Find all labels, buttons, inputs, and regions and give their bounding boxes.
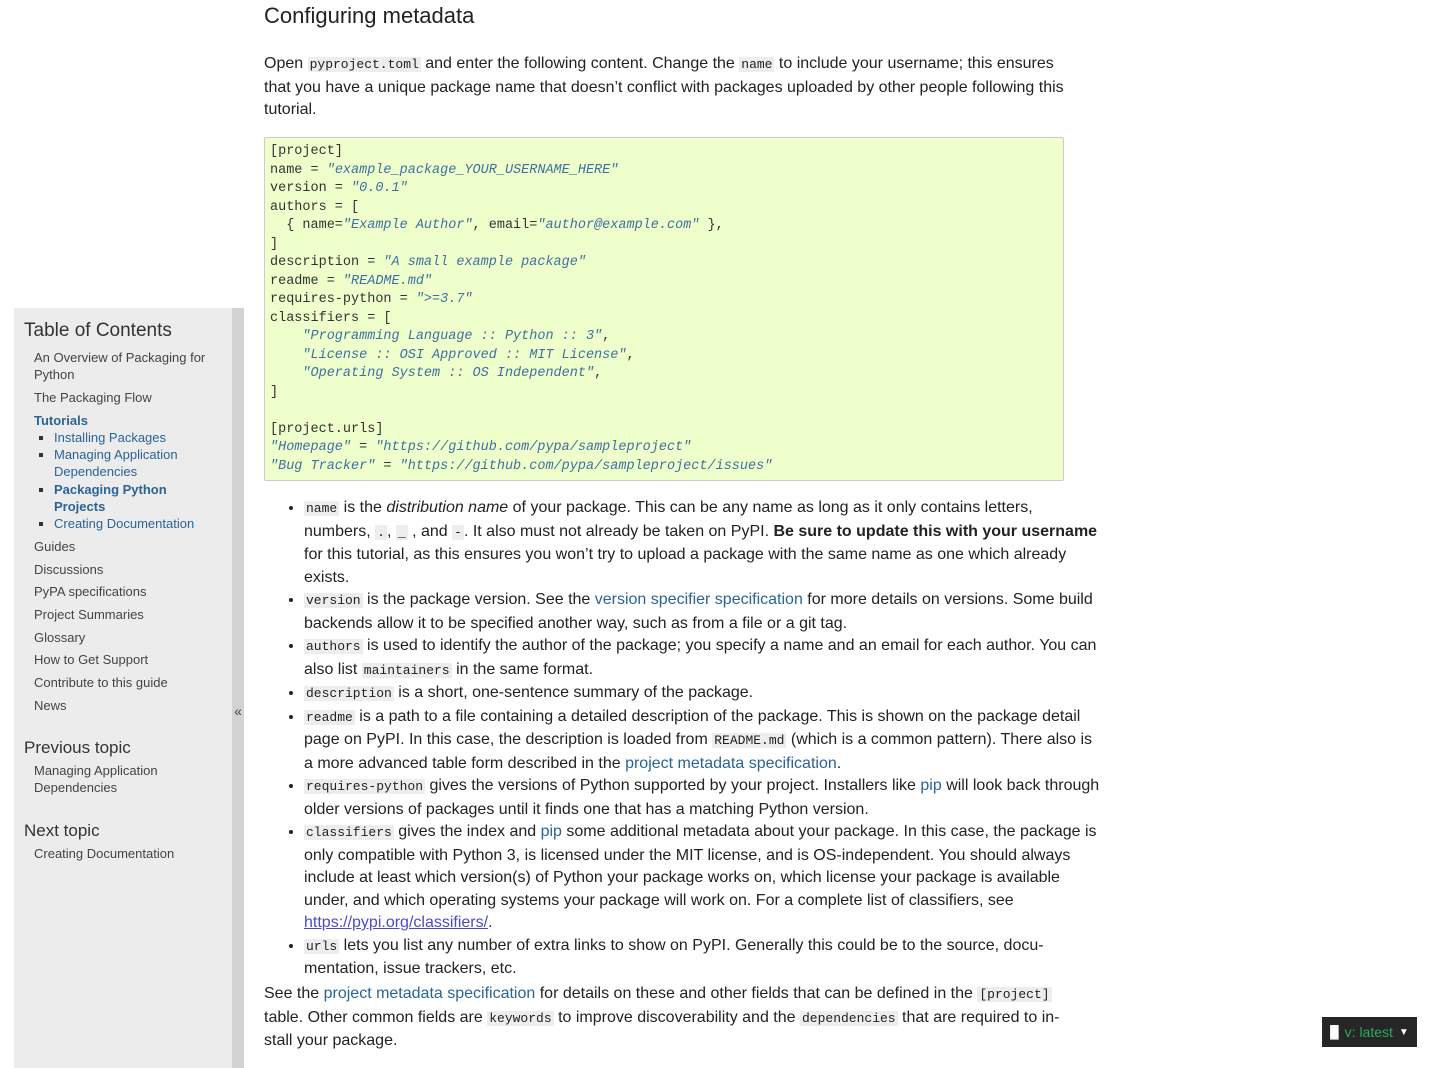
toc-installing-packages-link[interactable]: Installing Packages bbox=[54, 429, 214, 446]
code-line: description = "A small example package" bbox=[270, 255, 586, 270]
toc-specifications-link[interactable]: PyPA specifications bbox=[34, 584, 147, 599]
code-line: { name="Example Author", email="author@example.com" }, bbox=[270, 218, 724, 233]
project-metadata-spec-link[interactable]: project metadata specification bbox=[625, 754, 837, 772]
code-line: [project.urls] bbox=[270, 421, 384, 437]
toc-news-link[interactable]: News bbox=[34, 698, 67, 713]
field-description-item: • description is a short, one-sentence summary of the package. bbox=[304, 682, 1100, 706]
code-line: "Homepage" = "https://github.com/pypa/sampleproject" bbox=[270, 440, 692, 455]
field-list bbox=[264, 497, 1100, 981]
toc-guides-link[interactable]: Guides bbox=[34, 539, 76, 554]
code-line: requires-python = ">=3.7" bbox=[270, 292, 473, 307]
field-authors-item: • authors is used to identify the author of the package; you specify a name and an email for each author. You can also list maintainers in the same format. bbox=[304, 635, 1100, 682]
book-icon: █ bbox=[1330, 1025, 1339, 1039]
toc-support-link[interactable]: How to Get Support bbox=[34, 652, 149, 667]
project-metadata-spec-link[interactable]: project metadata specification bbox=[323, 985, 536, 1002]
code-line: classifiers = [ bbox=[270, 310, 392, 326]
field-readme-item: • readme is a path to a file containing a detailed description of the package. This is shown on the package detail page on PyPI. In this case, the description is loaded from README.md (which is a common pattern). There also is a more advanced table form described in the project metadata specification. bbox=[304, 706, 1100, 776]
code-line: ] bbox=[270, 236, 279, 252]
toc-glossary-link[interactable]: Glossary bbox=[34, 630, 86, 645]
previous-topic-heading: Previous topic bbox=[24, 738, 131, 757]
pip-link[interactable]: pip bbox=[920, 777, 942, 794]
previous-topic-link[interactable]: Managing Application Dependencies bbox=[34, 763, 158, 795]
section-heading: Configuring metadata bbox=[264, 3, 475, 28]
outro-paragraph: See the project metadata specification for details on these and other fields that can be defined in the [project] table. Other common fields are keywords to improve discoverability and the dependencies that are required to install your package. bbox=[264, 985, 1060, 1049]
toc-creating-documentation-link[interactable]: Creating Documentation bbox=[54, 515, 214, 532]
sidebar bbox=[14, 308, 232, 1068]
toc-heading: Table of Contents bbox=[24, 320, 172, 341]
code-line: "Programming Language :: Python :: 3", bbox=[302, 329, 611, 344]
toc-tutorials-link[interactable]: Tutorials bbox=[34, 413, 88, 428]
code-line: "License :: OSI Approved :: MIT License", bbox=[302, 347, 635, 363]
code-line bbox=[270, 402, 1058, 421]
toc-overview-link[interactable]: An Overview of Packaging for Python bbox=[34, 350, 206, 382]
field-urls-item: • urls lets you list any number of extra links to show on PyPI. Generally this could be to the source, documentation, issue trackers, etc. bbox=[304, 935, 1100, 981]
toc-managing-dependencies-link[interactable]: Managing Application Dependencies bbox=[54, 446, 214, 480]
inline-code: pyproject.toml bbox=[309, 57, 419, 72]
pyproject-code-block bbox=[264, 137, 1064, 481]
code-line: authors = [ bbox=[270, 199, 360, 215]
field-version-item: • version is the package version. See the version specifier specification for more details on versions. Some build backends allow it to be specified another way, such as from a file or a git tag. bbox=[304, 589, 1100, 635]
code-line: [project] bbox=[270, 144, 343, 159]
code-line: ] bbox=[270, 384, 279, 400]
inline-code: name bbox=[741, 57, 773, 72]
next-topic-link[interactable]: Creating Documentation bbox=[34, 846, 175, 861]
collapse-sidebar-icon[interactable]: « bbox=[234, 703, 242, 719]
pypi-classifiers-link[interactable]: https://pypi.org/classifiers/ bbox=[304, 914, 489, 931]
code-line: readme = "README.md" bbox=[270, 273, 433, 289]
sidebar-collapse-bar[interactable] bbox=[232, 308, 244, 1068]
toc-contribute-link[interactable]: Contribute to this guide bbox=[34, 675, 168, 690]
code-line: version = "0.0.1" bbox=[270, 181, 408, 196]
version-label: v: latest bbox=[1344, 1024, 1393, 1040]
caret-down-icon: ▼ bbox=[1398, 1026, 1409, 1038]
version-specifier-link[interactable]: version specifier specification bbox=[594, 591, 803, 608]
code-line: "Bug Tracker" = "https://github.com/pypa/sampleproject/issues" bbox=[270, 458, 773, 474]
toc-packaging-flow-link[interactable]: The Packaging Flow bbox=[34, 390, 152, 405]
intro-paragraph: Open pyproject.toml and enter the following content. Change the name to include your username; this ensures that you have a unique package name that doesn’t conflict with packages uploaded by other people following this tutorial. bbox=[264, 55, 1064, 118]
next-topic-heading: Next topic bbox=[24, 821, 100, 840]
toc-packaging-projects-link[interactable]: Packaging Python Projects bbox=[54, 481, 214, 515]
code-line: "Operating System :: OS Independent", bbox=[302, 366, 603, 381]
toc-discussions-link[interactable]: Discussions bbox=[34, 562, 104, 577]
field-name-item: • name is the distribution name of your package. This can be any name as long as it only contains letters, numbers, . , _ , and - . It also must not already be taken on PyPI. Be sure to update this with your username for this tutorial, as this ensures you won’t try to upload a package with the same name as one which already exists. bbox=[304, 497, 1100, 589]
field-requires-python-item: • requires-python gives the versions of Python supported by your project. Installers like pip will look back through older versions of packages until it finds one that has a matching Python version. bbox=[304, 775, 1100, 821]
version-switcher[interactable] bbox=[1322, 1017, 1417, 1047]
code-line: name = "example_package_YOUR_USERNAME_HERE" bbox=[270, 162, 619, 178]
field-classifiers-item: • classifiers gives the index and pip some additional metadata about your package. In this case, the package is only compatible with Python 3, is licensed under the MIT license, and is OS-independent. You should always include at least which version(s) of Python your package works on, which license your package is available under, and which operating systems your package will work on. For a complete list of classifiers, see https://pypi.org/classifiers/. bbox=[304, 821, 1100, 935]
pip-link[interactable]: pip bbox=[540, 823, 562, 840]
toc-project-summaries-link[interactable]: Project Summaries bbox=[34, 607, 144, 622]
